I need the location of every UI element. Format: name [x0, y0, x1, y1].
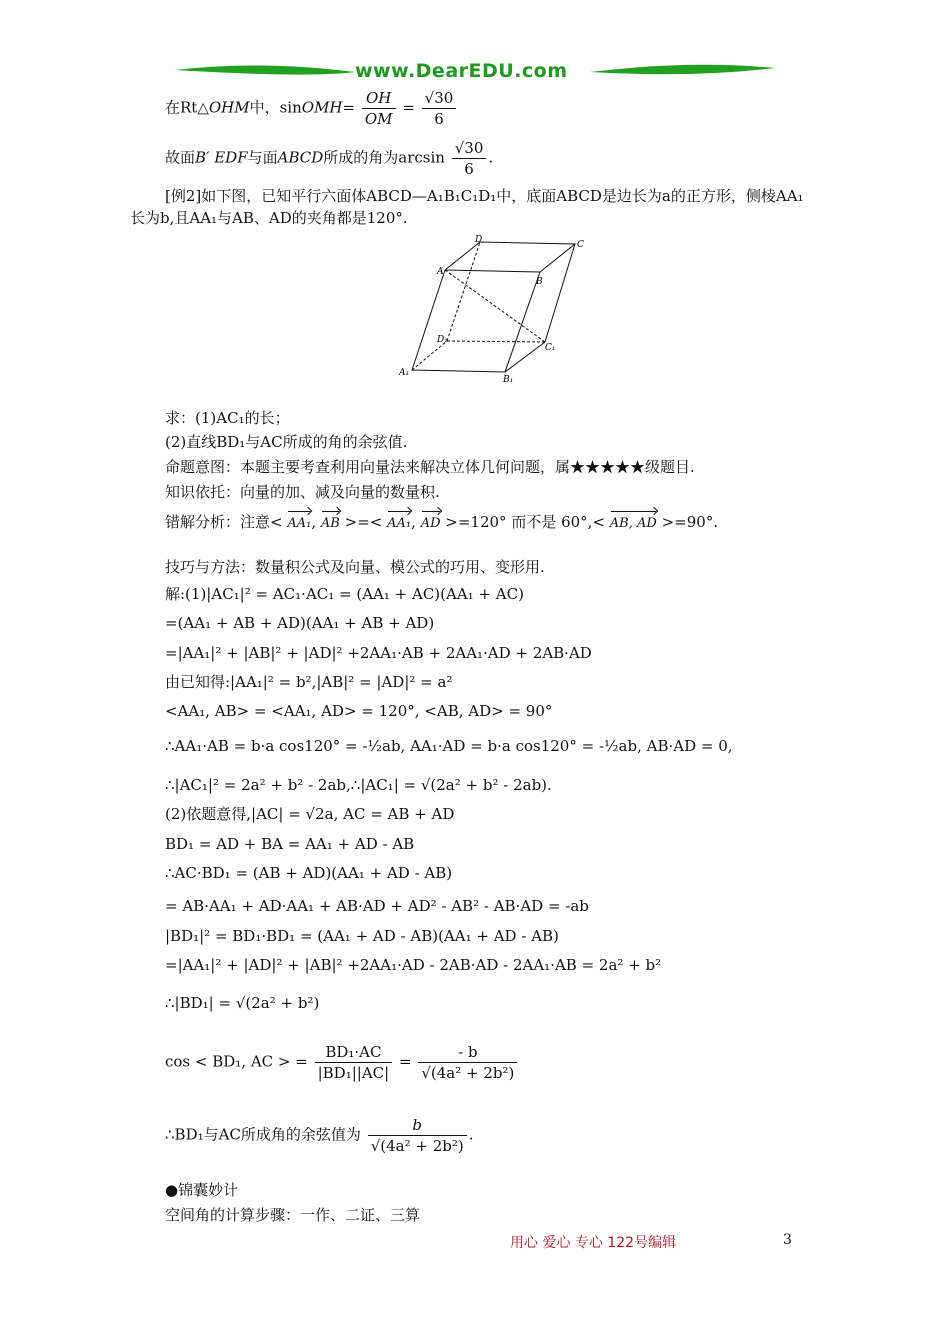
- question-1: 求：(1)AC₁的长；: [165, 409, 290, 427]
- vertex-b: B: [536, 277, 543, 287]
- solution-line-8: (2)依题意得,|AC| = √2a, AC = AB + AD: [165, 805, 455, 823]
- example-2-text-cont: 长为b,且AA₁与AB、AD的夹角都是120°.: [130, 209, 408, 227]
- solution-line-2: =(AA₁ + AB + AD)(AA₁ + AB + AD): [165, 614, 435, 632]
- tips-text: 空间角的计算步骤：一作、二证、三算: [165, 1206, 421, 1224]
- vertex-b1: B₁: [503, 375, 514, 385]
- knowledge: 知识依托：向量的加、减及向量的数量积.: [165, 483, 440, 501]
- solution-line-4: 由已知得:|AA₁|² = b²,|AB|² = |AD|² = a²: [165, 673, 453, 691]
- cosine-formula: cos < BD₁, AC > = $\frac{\text{BD₁·AC}}{\text{|BD₁||AC|}}$ = $\frac{- b}{\text{√(4a² + 2b²)}}$: [165, 1042, 519, 1083]
- solution-line-13: =|AA₁|² + |AD|² + |AB|² +2AA₁·AD - 2AB·AD - 2AA₁·AB = 2a² + b²: [165, 956, 662, 974]
- line-arcsin: 故面B′ EDF与面ABCD所成的角为arcsin $\frac{√30}{6}$ .: [165, 139, 494, 178]
- solution-line-9: BD₁ = AD + BA = AA₁ + AD - AB: [165, 835, 415, 853]
- conclusion: ∴BD₁与AC所成角的余弦值为 $\frac{b}{\text{√(4a² + 2b²)}}$ .: [165, 1116, 474, 1155]
- solution-line-11: = AB·AA₁ + AD·AA₁ + AB·AD + AD² - AB² - AB·AD = -ab: [165, 897, 589, 915]
- solution-line-3: =|AA₁|² + |AB|² + |AD|² +2AA₁·AB + 2AA₁·AD + 2AB·AD: [165, 644, 592, 662]
- solution-line-14: ∴|BD₁| = √(2a² + b²): [165, 994, 320, 1012]
- vertex-a1: A₁: [399, 368, 410, 378]
- vertex-d: D: [475, 235, 483, 245]
- intent: 命题意图：本题主要考查利用向量法来解决立体几何问题，属★★★★★级题目.: [165, 458, 695, 476]
- footer-editor: 用心 爱心 专心 122号编辑: [510, 1235, 677, 1251]
- tips-heading: ●锦囊妙计: [165, 1181, 239, 1199]
- vertex-c1: C₁: [545, 343, 556, 353]
- example-2-text: [例2]如下图，已知平行六面体ABCD—A₁B₁C₁D₁中，底面ABCD是边长为a的正方形，侧棱AA₁: [165, 187, 804, 205]
- method: 技巧与方法：数量积公式及向量、模公式的巧用、变形用.: [165, 558, 545, 576]
- parallelepiped-figure: [395, 232, 584, 385]
- line-sin-omh: 在Rt△OHM中，sinOMH= $\frac{OH}{OM}$ = $\frac{√30}{6}$: [165, 88, 458, 129]
- solution-line-7: ∴|AC₁|² = 2a² + b² - 2ab,∴|AC₁| = √(2a² + b² - 2ab).: [165, 776, 552, 794]
- error-analysis: 错解分析：注意< AA₁, AB >=< AA₁, AD >=120° 而不是 60°,< AB, AD >=90°.: [165, 508, 718, 534]
- solution-line-5: <AA₁, AB> = <AA₁, AD> = 120°, <AB, AD> = 90°: [165, 702, 553, 720]
- page-number: 3: [783, 1232, 792, 1248]
- question-2: (2)直线BD₁与AC所成的角的余弦值.: [165, 433, 408, 451]
- vertex-d1: D₁: [437, 335, 448, 345]
- vertex-c: C: [577, 240, 584, 250]
- solution-line-1: 解:(1)|AC₁|² = AC₁·AC₁ = (AA₁ + AC)(AA₁ + AC): [165, 585, 524, 603]
- solution-line-12: |BD₁|² = BD₁·BD₁ = (AA₁ + AD - AB)(AA₁ + AD - AB): [165, 927, 559, 945]
- site-logo-text: www.DearEDU.com: [355, 60, 568, 82]
- vertex-a: A: [437, 267, 444, 277]
- solution-line-10: ∴AC·BD₁ = (AB + AD)(AA₁ + AD - AB): [165, 864, 453, 882]
- solution-line-6: ∴AA₁·AB = b·a cos120° = -½ab, AA₁·AD = b·a cos120° = -½ab, AB·AD = 0,: [165, 737, 733, 755]
